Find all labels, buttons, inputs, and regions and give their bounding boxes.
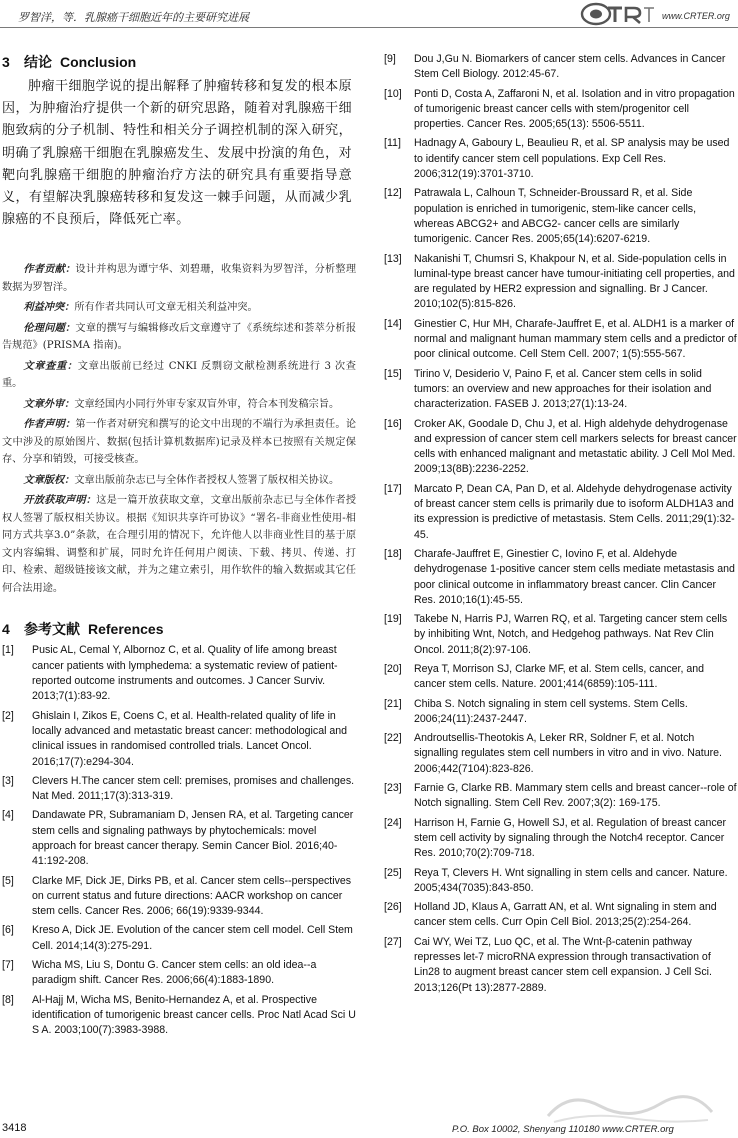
reference-item: [24] Harrison H, Farnie G, Howell SJ, et al. Regulation of breast cancer stem cell activity by signaling through the Notch4 receptor. Cancer Res. 2010;70(2):709-718. — [384, 816, 727, 860]
footer-address: P.O. Box 10002, Shenyang 110180 www.CRTER.org — [452, 1124, 674, 1135]
reference-item: [14] Ginestier C, Hur MH, Charafe-Jauffret E, et al. ALDH1 is a marker of normal and malignant human mammary stem cells and a predictor of poor clinical outcome. Cell Stem Cell. 2007; 1(5):555-567. — [384, 317, 737, 361]
reference-item: [19] Takebe N, Harris PJ, Warren RQ, et al. Targeting cancer stem cells by inhibiting Wnt, Notch, and Hedgehog pathways. Nat Rev Clin Oncol. 2011;8(2):97-106. — [384, 613, 728, 656]
conclusion-title-en: Conclusion — [60, 54, 137, 70]
reference-item: [7] Wicha MS, Liu S, Dontu G. Cancer stem cells: an old idea--a paradigm shift. Cancer Res. 2006;66(4):1883-1890. — [2, 959, 317, 987]
reference-list-left — [2, 643, 356, 1038]
reference-item: [15] Tirino V, Desiderio V, Paino F, et al. Cancer stem cells in solid tumors: an overview and new approaches for their isolation and characterization. FASEB J. 2013;27(1):13-24. — [384, 367, 712, 411]
reference-item: [11] Hadnagy A, Gaboury L, Beaulieu R, et al. SP analysis may be used to identify cancer stem cell populations. Exp Cell Res. 2006;312(19):3701-3710. — [384, 137, 730, 181]
reference-list-right — [384, 52, 738, 996]
reference-item: [25] Reya T, Clevers H. Wnt signalling in stem cells and cancer. Nature. 2005;434(7035):843-850. — [384, 866, 728, 894]
reference-item: [12] Patrawala L, Calhoun T, Schneider-Broussard R, et al. Side population is enriched in tumorigenic, stem-like cancer cells, whereas ABCG2+ and ABCG2- cancer cells are similarly tumorigenic. Cancer Res. 2005;65(14):6207-6219. — [384, 187, 697, 246]
right-column — [384, 52, 738, 1000]
reference-item: [23] Farnie G, Clarke RB. Mammary stem cells and breast cancer--role of Notch signalling. Stem Cell Rev. 2007;3(2): 169-175. — [384, 782, 737, 810]
conclusion-heading — [2, 52, 356, 72]
left-column — [2, 52, 356, 1043]
reference-item: [1] Pusic AL, Cemal Y, Albornoz C, et al. Quality of life among breast cancer patients with lymphedema: a systematic review of patient-reported outcome instruments and outcomes. J Cancer Surviv. 2013;7(1):83-92. — [2, 644, 338, 703]
watermark-logo — [540, 1086, 720, 1128]
conclusion-number: 3 — [2, 54, 10, 70]
note-plagiarism-check: 文章查重：文章出版前已经过 CNKI 反剽窃文献检测系统进行 3 次查重。 — [2, 359, 356, 390]
references-heading — [2, 619, 356, 639]
conclusion-body: 肿瘤干细胞学说的提出解释了肿瘤转移和复发的根本原因，为肿瘤治疗提供一个新的研究思路，随着对乳腺癌干细胞致病的分子机制、特性和相关分子调控机制的深入研究，明确了乳腺癌干细胞在乳腺癌发生、发展中扮演的角色，对靶向乳腺癌干细胞的肿瘤治疗方法的研究具有重要指导意义，有望解决乳腺癌转移和复发这一棘手问题，从而减少乳腺癌的不良预后，降低死亡率。 — [2, 79, 352, 228]
reference-item: [5] Clarke MF, Dick JE, Dirks PB, et al. Cancer stem cells--perspectives on current status and future directions: AACR workshop on cancer stem cells. Cancer Res. 2006; 66(19):9339-9344. — [2, 874, 352, 918]
reference-item: [26] Holland JD, Klaus A, Garratt AN, et al. Wnt signaling in stem and cancer stem cells. Curr Opin Cell Biol. 2013;25(2):254-264. — [384, 901, 717, 929]
references-title-zh: 参考文献 — [24, 622, 80, 639]
note-peer-review: 文章外审：文章经国内小同行外审专家双盲外审，符合本刊发稿宗旨。 — [23, 397, 340, 410]
reference-item: [8] Al-Hajj M, Wicha MS, Benito-Hernandez A, et al. Prospective identification of tumorigenic breast cancer cells. Proc Natl Acad Sci U S A. 2003;100(7):3983-3988. — [2, 993, 356, 1037]
running-header — [0, 0, 738, 30]
conclusion-title-zh: 结论 — [24, 55, 52, 71]
header-rule — [0, 27, 738, 28]
note-conflict: 利益冲突：所有作者共同认可文章无相关利益冲突。 — [23, 301, 258, 314]
note-contribution: 作者贡献：设计并构思为谭宁华、刘碧珊，收集资料为罗智洋，分析整理数据为罗智洋。 — [2, 263, 357, 293]
reference-item: [6] Kreso A, Dick JE. Evolution of the cancer stem cell model. Cell Stem Cell. 2014;14(3):275-291. — [2, 924, 353, 952]
note-author-statement: 作者声明：第一作者对研究和撰写的论文中出现的不端行为承担责任。论文中涉及的原始图片、数据(包括计算机数据库)记录及样本已按照有关规定保存、分享和销毁，可接受核查。 — [2, 418, 357, 466]
reference-item: [20] Reya T, Morrison SJ, Clarke MF, et al. Stem cells, cancer, and cancer stem cells. Nature. 2001;414(6859):105-111. — [384, 662, 705, 691]
reference-item: [27] Cai WY, Wei TZ, Luo QC, et al. The Wnt-β-catenin pathway represses let-7 microRNA expression through transactivation of Lin28 to augment breast cancer stem cell expansion. J Cell Sci. 2013;126(Pt 13):2877-2889. — [384, 935, 712, 994]
reference-item: [3] Clevers H.The cancer stem cell: premises, promises and challenges. Nat Med. 2011;17(3):313-319. — [2, 774, 355, 803]
reference-item: [13] Nakanishi T, Chumsri S, Khakpour N, et al. Side-population cells in luminal-type breast cancer have tumour-initiating cell properties, and are regulated by HER2 expression and signalling. Br J Cancer. 2010;102(5):815-826. — [384, 252, 735, 311]
reference-item: [2] Ghislain I, Zikos E, Coens C, et al. Health-related quality of life in locally advanced and metastatic breast cancer: methodological and clinical issues in randomised controlled trials. Lancet Oncol. 2016;17(7):e294-304. — [2, 709, 348, 768]
running-citation: 罗智洋，等．乳腺癌干细胞近年的主要研究进展 — [18, 11, 249, 24]
reference-item: [21] Chiba S. Notch signaling in stem cell systems. Stem Cells. 2006;24(11):2437-2447. — [384, 697, 688, 725]
note-ethics: 伦理问题：文章的撰写与编辑修改后文章遵守了《系统综述和荟萃分析报告规范》(PRISMA 指南)。 — [2, 321, 357, 352]
references-number: 4 — [2, 621, 10, 638]
reference-item: [22] Androutsellis-Theotokis A, Leker RR, Soldner F, et al. Notch signalling regulates stem cell numbers in vitro and in vivo. Nature. 2006;442(7104):823-826. — [384, 732, 722, 775]
note-open-access: 开放获取声明：这是一篇开放获取文章，文章出版前杂志已与全体作者授权人签署了版权相关协议。根据《知识共享许可协议》“署名-非商业性使用-相同方式共享3.0”条款，在合理引用的情况下，允许他人以非商业性目的基于原文内容编辑、调整和扩展，同时允许任何用户阅读、下载、拷贝、传递、打印、检索、超级链接该文献，并为之建立索引，用作软件的输入数据或其它任何合法用途。 — [2, 494, 357, 594]
note-copyright: 文章版权：文章出版前杂志已与全体作者授权人签署了版权相关协议。 — [23, 473, 340, 486]
reference-item: [4] Dandawate PR, Subramaniam D, Jensen RA, et al. Targeting cancer stem cells and signaling pathways by phytochemicals: movel approach for breast cancer therapy. Semin Cancer Biol. 2016;40-41:192-208. — [2, 809, 354, 868]
crter-logo — [578, 2, 664, 26]
author-notes — [2, 261, 356, 597]
reference-item: [10] Ponti D, Costa A, Zaffaroni N, et al. Isolation and in vitro propagation of tumorigenic breast cancer cells with stem/progenitor cell properties. Cancer Res. 2005;65(13): 5506-5511. — [384, 87, 735, 131]
site-url: www.CRTER.org — [662, 11, 730, 21]
reference-item: [17] Marcato P, Dean CA, Pan D, et al. Aldehyde dehydrogenase activity of breast cancer stem cells is primarily due to isoform ALDH1A3 and its expression is predictive of metastasis. Stem Cells. 2011;29(1):32-45. — [384, 482, 735, 541]
reference-item: [16] Croker AK, Goodale D, Chu J, et al. High aldehyde dehydrogenase and expression of cancer stem cell markers selects for breast cancer cells with enhanced malignant and metastatic ability. J Cell Mol Med. 2009;13(8B):2236-2252. — [384, 417, 737, 476]
reference-item: [18] Charafe-Jauffret E, Ginestier C, Iovino F, et al. Aldehyde dehydrogenase 1-positive cancer stem cells mediate metastasis and poor clinical outcome in inflammatory breast cancer. Clin Cancer Res. 2010;16(1):45-55. — [384, 547, 735, 606]
references-title-en: References — [88, 621, 164, 638]
page-number: 3418 — [2, 1122, 27, 1134]
reference-item: [9] Dou J,Gu N. Biomarkers of cancer stem cells. Advances in Cancer Stem Cell Biology. 2012:45-67. — [384, 53, 726, 81]
